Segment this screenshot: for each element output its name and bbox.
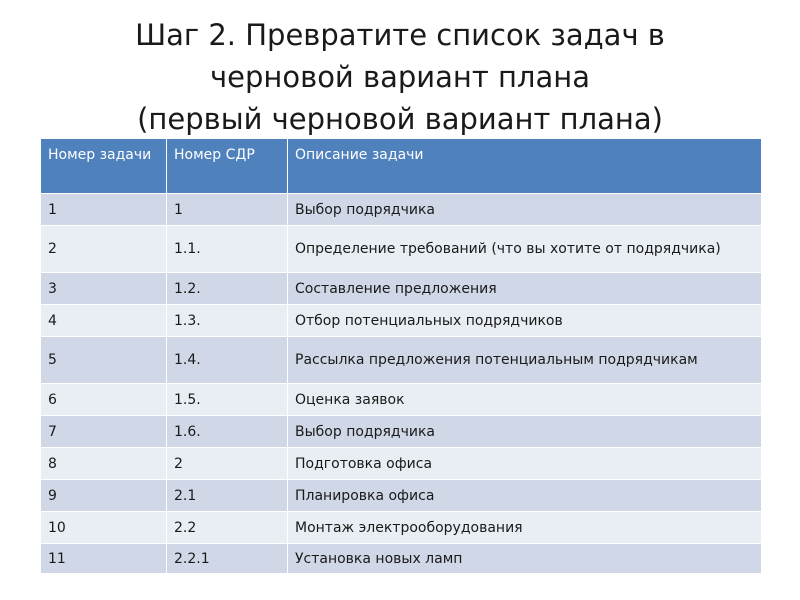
table-row <box>41 273 762 305</box>
cell-description: Оценка заявок <box>288 384 762 416</box>
cell-task-number: 4 <box>41 305 167 337</box>
cell-description: Выбор подрядчика <box>288 194 762 226</box>
cell-description: Составление предложения <box>288 273 762 305</box>
cell-task-number: 10 <box>41 512 167 544</box>
cell-wbs-number: 1.5. <box>167 384 288 416</box>
title-line-2: черновой вариант плана <box>210 60 590 94</box>
cell-description: Планировка офиса <box>288 480 762 512</box>
cell-description: Отбор потенциальных подрядчиков <box>288 305 762 337</box>
cell-task-number: 11 <box>41 544 167 574</box>
cell-task-number: 2 <box>41 226 167 273</box>
cell-description: Монтаж электрооборудования <box>288 512 762 544</box>
table-row <box>41 337 762 384</box>
table-row <box>41 480 762 512</box>
cell-wbs-number: 1.3. <box>167 305 288 337</box>
cell-description: Установка новых ламп <box>288 544 762 574</box>
header-task-number: Номер задачи <box>41 139 167 194</box>
task-plan-table <box>40 138 762 574</box>
cell-task-number: 5 <box>41 337 167 384</box>
cell-task-number: 1 <box>41 194 167 226</box>
table-row <box>41 544 762 574</box>
cell-description: Выбор подрядчика <box>288 416 762 448</box>
header-description: Описание задачи <box>288 139 762 194</box>
cell-wbs-number: 1.2. <box>167 273 288 305</box>
table-row <box>41 226 762 273</box>
cell-task-number: 8 <box>41 448 167 480</box>
cell-wbs-number: 2.1 <box>167 480 288 512</box>
table-row <box>41 384 762 416</box>
cell-description: Подготовка офиса <box>288 448 762 480</box>
cell-wbs-number: 2.2 <box>167 512 288 544</box>
cell-wbs-number: 1 <box>167 194 288 226</box>
header-wbs-number: Номер СДР <box>167 139 288 194</box>
title-line-1: Шаг 2. Превратите список задач в <box>135 18 665 52</box>
table-header-row <box>41 139 762 194</box>
table-row <box>41 416 762 448</box>
cell-wbs-number: 2 <box>167 448 288 480</box>
table-row <box>41 305 762 337</box>
table-row <box>41 194 762 226</box>
cell-description: Рассылка предложения потенциальным подрядчикам <box>288 337 762 384</box>
title-line-3: (первый черновой вариант плана) <box>137 102 663 136</box>
table-row <box>41 512 762 544</box>
cell-wbs-number: 1.6. <box>167 416 288 448</box>
cell-task-number: 9 <box>41 480 167 512</box>
cell-task-number: 6 <box>41 384 167 416</box>
cell-task-number: 3 <box>41 273 167 305</box>
cell-task-number: 7 <box>41 416 167 448</box>
cell-wbs-number: 1.1. <box>167 226 288 273</box>
cell-wbs-number: 2.2.1 <box>167 544 288 574</box>
cell-wbs-number: 1.4. <box>167 337 288 384</box>
slide-title <box>0 14 800 140</box>
table-row <box>41 448 762 480</box>
cell-description: Определение требований (что вы хотите от подрядчика) <box>288 226 762 273</box>
